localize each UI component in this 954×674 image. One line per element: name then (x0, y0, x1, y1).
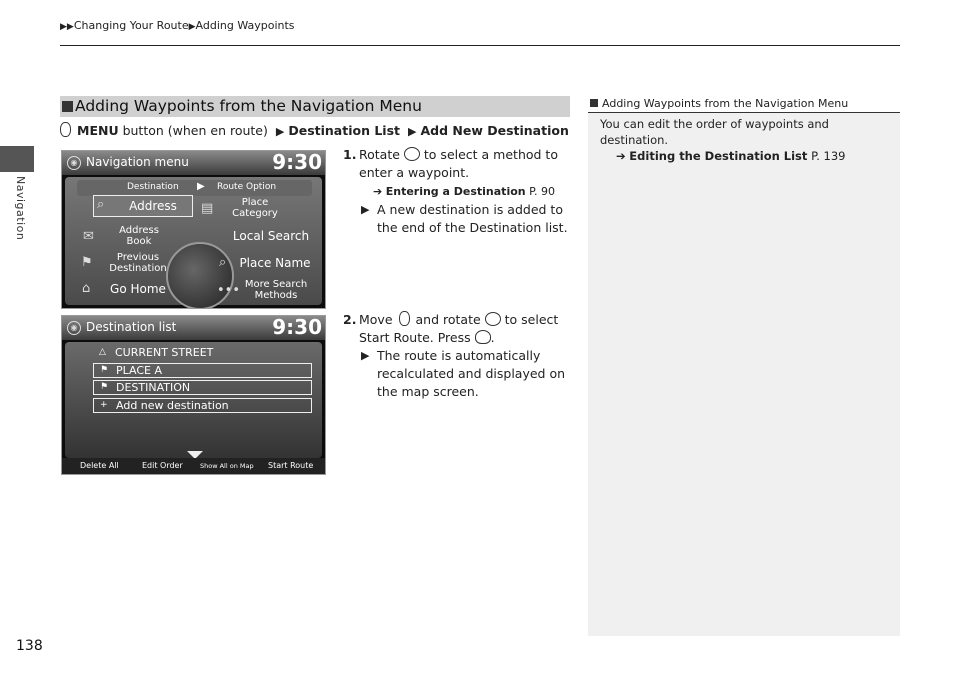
list-row-text: Add new destination (116, 399, 229, 412)
destination-list-screenshot (61, 315, 326, 475)
list-row-place-a[interactable] (93, 363, 312, 378)
list-row-text: DESTINATION (116, 381, 191, 394)
step-1 (343, 146, 568, 237)
interface-dial-move-icon (399, 311, 410, 326)
list-row-text: PLACE A (116, 364, 162, 377)
menu-item-more-search-line2: Methods (254, 290, 298, 301)
category-icon: ▤ (201, 201, 214, 216)
menu-item-previous-destination[interactable] (105, 252, 171, 274)
menu-tab-row (77, 180, 312, 196)
address-book-icon: ✉ (83, 229, 94, 244)
navigation-menu-screenshot (61, 150, 326, 309)
path-arrow-icon: ▶ (275, 125, 285, 138)
step-2-text-b: and rotate (415, 312, 481, 327)
step-2-text-d: . Press (429, 330, 471, 345)
flag-icon: ⚑ (81, 255, 93, 270)
dial-graphic (166, 242, 234, 309)
reference-square-icon (590, 99, 598, 107)
step-2-text-a: Move (359, 312, 393, 327)
tab-route-option[interactable]: Route Option (217, 182, 277, 192)
place-name-icon: ⌕ (219, 255, 227, 270)
menu-item-place-category-line1: Place (241, 197, 269, 208)
menu-item-address-book[interactable] (109, 225, 169, 247)
path-step-destination-list: Destination List (288, 123, 400, 138)
show-all-on-map-button[interactable]: Show All on Map (200, 462, 254, 470)
tab-destination[interactable]: Destination (127, 182, 179, 192)
start-route-label: Start Route (359, 330, 430, 345)
step-2-text-c: to select (504, 312, 559, 327)
section-heading (60, 96, 570, 117)
navigation-icon: ◉ (67, 321, 81, 335)
sidebar-note: You can edit the order of waypoints and destination. (600, 117, 829, 147)
reference-label: Entering a Destination (385, 185, 526, 198)
sidebar-cross-reference[interactable] (600, 148, 895, 164)
delete-all-button[interactable]: Delete All (80, 461, 119, 470)
interface-dial-icon (60, 122, 71, 137)
home-icon: ⌂ (82, 281, 91, 296)
more-dots-icon: ••• (217, 283, 241, 298)
edit-order-button[interactable]: Edit Order (142, 461, 183, 470)
screen-title: Navigation menu (86, 155, 189, 169)
section-title: Adding Waypoints from the Navigation Menu (75, 97, 422, 115)
chapter-tab-label: Navigation (14, 176, 27, 241)
step-2: 2. Move and rotate to select Start Route. Press . ▶ The route is automatically recalculated and displayed on the map screen. (343, 311, 573, 401)
breadcrumb (60, 19, 295, 32)
step-1-result (359, 201, 568, 237)
result-arrow-icon: ▶ (361, 203, 370, 216)
menu-item-local-search[interactable]: Local Search (232, 229, 310, 243)
square-bullet-icon (62, 101, 73, 112)
step-1-text-b: to select a method to enter a waypoint. (359, 147, 558, 180)
screen-title-bar (62, 151, 325, 175)
destination-list-button-bar (62, 458, 325, 474)
destination-flag-icon: ⚑ (100, 382, 109, 392)
menu-item-previous-destination-line2: Destination (109, 263, 167, 274)
waypoint-flag-icon: ⚑ (100, 365, 109, 375)
sidebar-heading-text: Adding Waypoints from the Navigation Menu (602, 97, 849, 110)
tab-arrow-icon: ▶ (197, 181, 205, 192)
current-position-icon: △ (99, 347, 106, 357)
destination-list-body (65, 342, 322, 458)
menu-item-address[interactable]: Address (129, 199, 177, 213)
menu-body (65, 177, 322, 305)
menu-item-place-category-line2: Category (232, 208, 278, 219)
menu-item-more-search-line1: More Search (244, 279, 308, 290)
reference-arrow-icon: ➔ (373, 185, 383, 198)
reference-page: P. 90 (529, 185, 556, 198)
screen-title-bar (62, 316, 325, 340)
result-arrow-icon: ▶ (361, 349, 370, 362)
start-route-button[interactable]: Start Route (268, 461, 314, 470)
sidebar-content (600, 116, 895, 164)
path-arrow-icon: ▶ (407, 125, 417, 138)
step-1-result-text: A new destination is added to the end of the Destination list. (377, 202, 568, 235)
plus-icon: + (100, 400, 108, 410)
breadcrumb-item-adding-waypoints[interactable]: Adding Waypoints (195, 19, 295, 32)
reference-arrow-icon: ➔ (616, 149, 626, 163)
menu-item-address-book-line2: Book (126, 236, 152, 247)
list-row-current-street[interactable] (93, 346, 310, 359)
magnifier-icon: ⌕ (97, 197, 105, 212)
menu-item-more-search-methods[interactable] (241, 279, 311, 301)
path-step-add-new-destination: Add New Destination (420, 123, 569, 138)
interface-dial-rotate-icon (404, 147, 420, 161)
interface-dial-press-icon (475, 330, 491, 344)
list-row-add-new-destination[interactable] (93, 398, 312, 413)
header-rule (60, 45, 900, 46)
menu-item-address-book-line1: Address (119, 225, 159, 236)
step-2-result (359, 347, 573, 401)
page-number: 138 (16, 638, 43, 654)
menu-item-place-name[interactable]: Place Name (239, 256, 311, 270)
menu-item-place-category[interactable] (225, 197, 285, 219)
list-row-text: CURRENT STREET (115, 346, 214, 359)
menu-item-previous-destination-line1: Previous (116, 252, 160, 263)
menu-path (60, 122, 569, 138)
reference-page: P. 139 (811, 149, 846, 163)
step-number: 1. (343, 147, 357, 162)
step-2-result-text: The route is automatically recalculated and displayed on the map screen. (377, 348, 566, 399)
cross-reference[interactable] (359, 183, 568, 201)
menu-button-suffix: button (when en route) (122, 123, 268, 138)
interface-dial-rotate-icon (485, 312, 501, 326)
chapter-tab-marker (0, 146, 34, 172)
step-number: 2. (343, 312, 357, 327)
navigation-icon: ◉ (67, 156, 81, 170)
breadcrumb-arrow-icon: ▶ (188, 22, 196, 32)
step-1-text-a: Rotate (359, 147, 400, 162)
sidebar-panel (588, 96, 900, 636)
sidebar-heading (588, 96, 900, 113)
breadcrumb-item-changing-route[interactable]: Changing Your Route (73, 19, 189, 32)
breadcrumb-arrow-icon: ▶▶ (60, 22, 74, 32)
clock-time: 9:30 (272, 315, 322, 339)
reference-label: Editing the Destination List (629, 149, 808, 163)
menu-item-go-home[interactable]: Go Home (110, 282, 166, 296)
screen-title: Destination list (86, 320, 177, 334)
menu-button-label: MENU (77, 123, 119, 138)
clock-time: 9:30 (272, 150, 322, 174)
list-row-destination[interactable] (93, 380, 312, 395)
